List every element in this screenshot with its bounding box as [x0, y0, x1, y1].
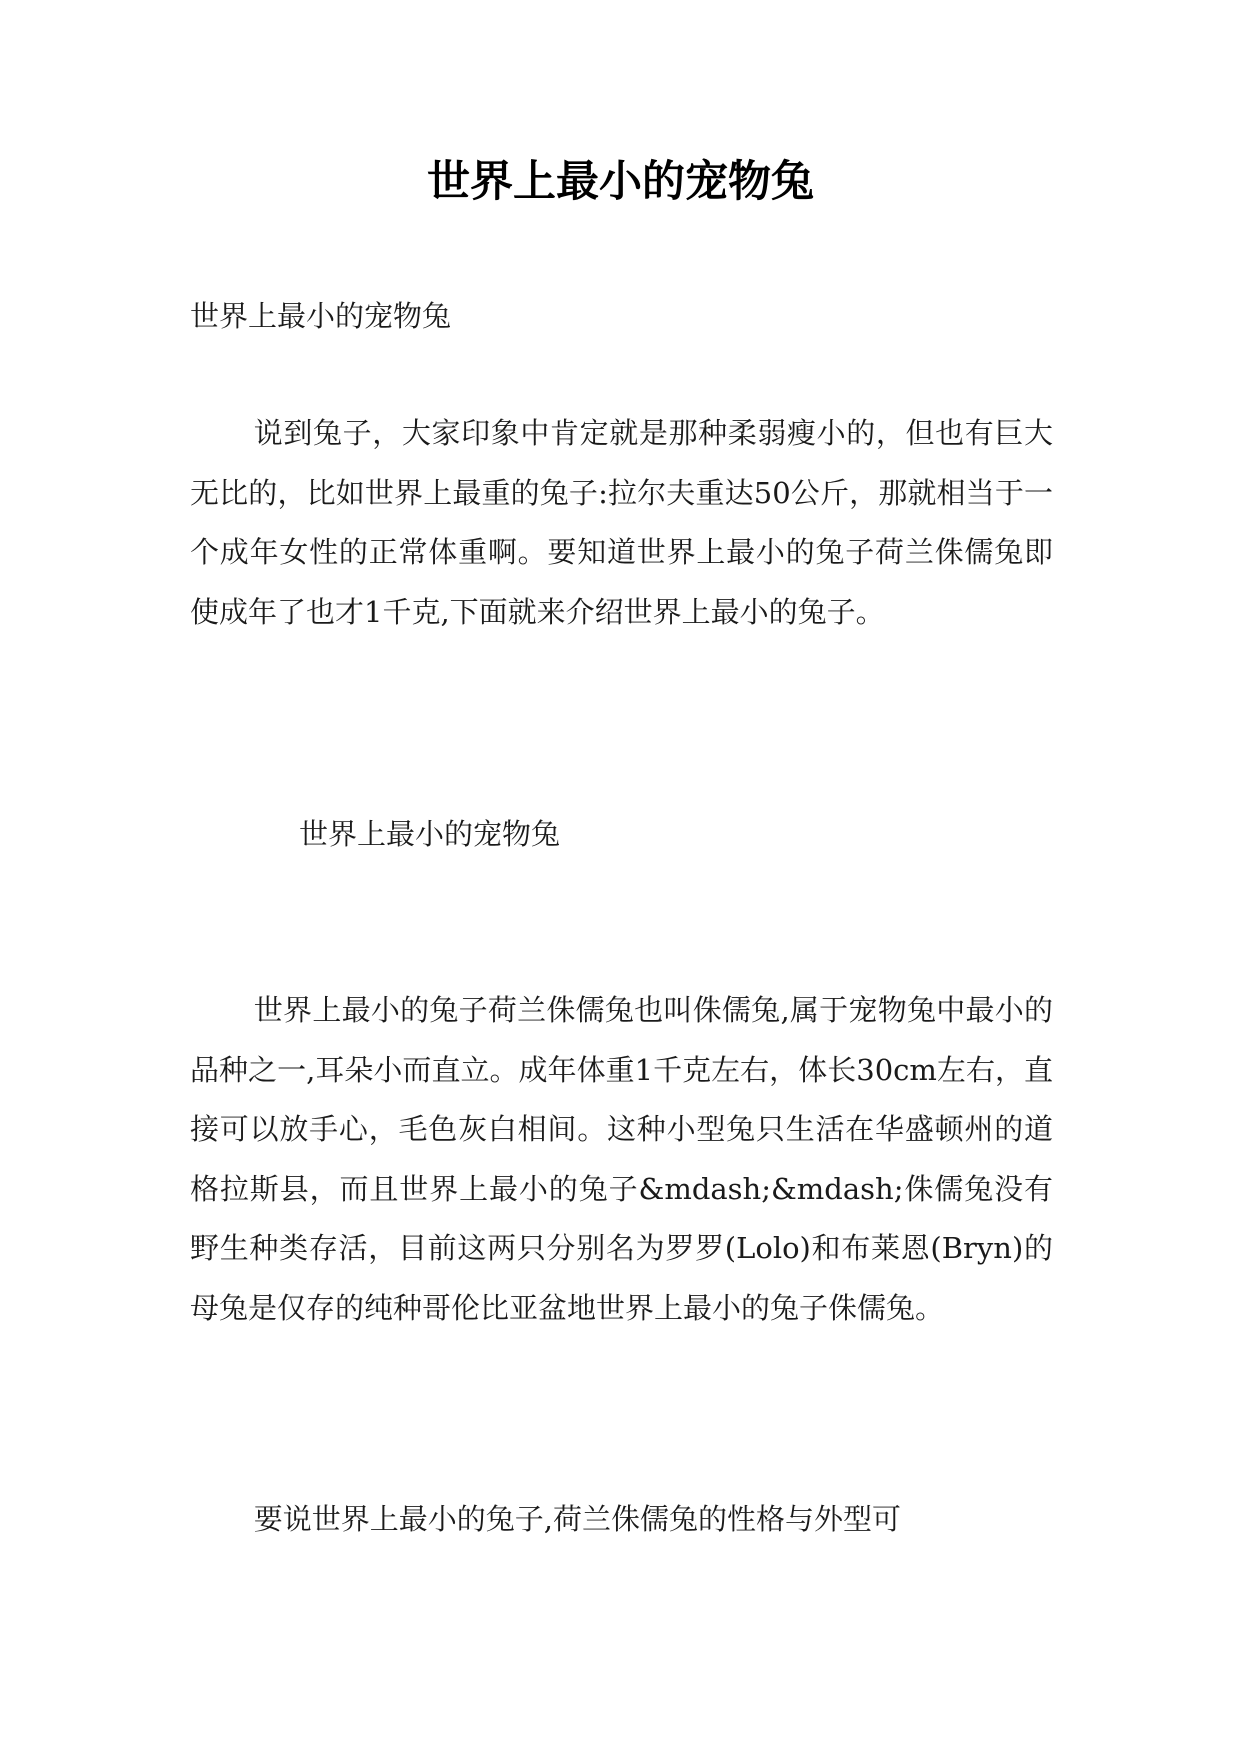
section-heading: 世界上最小的宠物兔	[299, 817, 561, 851]
paragraph-continued: 要说世界上最小的兔子,荷兰侏儒兔的性格与外型可	[253, 1502, 902, 1536]
document-title: 世界上最小的宠物兔	[427, 157, 814, 207]
paragraph-intro: 说到兔子，大家印象中肯定就是那种柔弱瘦小的，但也有巨大无比的，比如世界上最重的兔子:拉尔夫重达50公斤，那就相当于一个成年女性的正常体重啊。要知道世界上最小的兔子荷兰侏儒兔即使成年了也才1千克,下面就来介绍世界上最小的兔子。	[190, 416, 1053, 629]
document-subtitle: 世界上最小的宠物兔	[190, 299, 452, 333]
paragraph-description: 世界上最小的兔子荷兰侏儒兔也叫侏儒兔,属于宠物兔中最小的品种之一,耳朵小而直立。成年体重1千克左右，体长30cm左右，直接可以放手心，毛色灰白相间。这种小型兔只生活在华盛顿州的道格拉斯县，而且世界上最小的兔子&mdash;&mdash;侏儒兔没有野生种类存活，目前这两只分别名为罗罗(Lolo)和布莱恩(Bryn)的母兔是仅存的纯种哥伦比亚盆地世界上最小的兔子侏儒兔。	[190, 993, 1053, 1325]
